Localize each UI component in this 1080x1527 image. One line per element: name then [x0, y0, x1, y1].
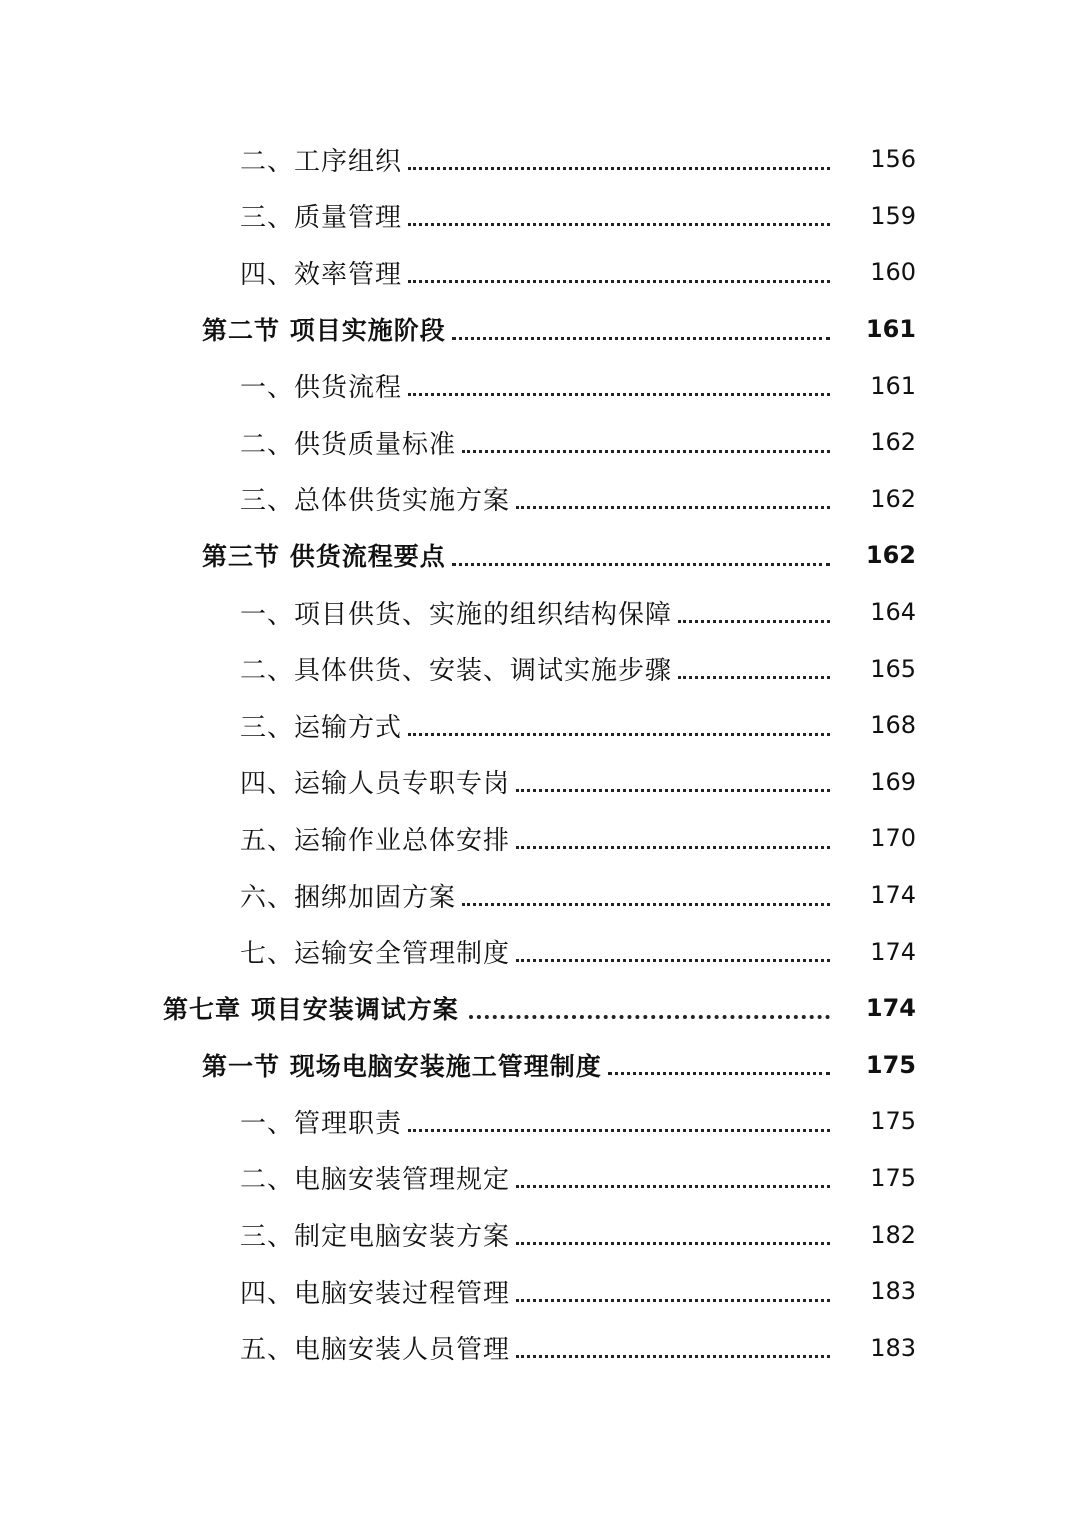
- dot-leader: [408, 367, 830, 396]
- toc-chapter-entry[interactable]: [0, 980, 1080, 1037]
- toc-entry[interactable]: [0, 810, 1080, 867]
- toc-entry[interactable]: [0, 867, 1080, 924]
- toc-entry-page: 183: [870, 1333, 916, 1362]
- toc-entry-page: 174: [865, 994, 916, 1023]
- toc-entry-title: 第七章 项目安装调试方案: [163, 995, 459, 1025]
- toc-entry-title: 三、运输方式: [240, 712, 403, 743]
- toc-entry[interactable]: [0, 357, 1080, 414]
- dot-leader: [516, 1273, 830, 1302]
- dot-leader: [452, 537, 830, 566]
- dot-leader: [408, 1103, 830, 1132]
- toc-entry-page: 161: [870, 371, 916, 400]
- dot-leader: [469, 989, 830, 1019]
- toc-entry[interactable]: [0, 1206, 1080, 1263]
- dot-leader: [516, 820, 830, 849]
- dot-leader: [516, 480, 830, 509]
- dot-leader: [516, 1329, 830, 1358]
- toc-entry-title: 三、质量管理: [240, 203, 403, 234]
- dot-leader: [678, 594, 830, 623]
- toc-entry-page: 182: [870, 1220, 916, 1249]
- toc-section-entry[interactable]: [0, 1037, 1080, 1094]
- toc-section-entry[interactable]: [0, 301, 1080, 358]
- toc-entry-page: 168: [870, 711, 916, 740]
- dot-leader: [408, 254, 830, 283]
- toc-entry-title: 四、效率管理: [240, 259, 403, 290]
- toc-entry-page: 174: [870, 937, 916, 966]
- toc-entry-title: 二、电脑安装管理规定: [240, 1165, 511, 1196]
- toc-entry-title: 五、运输作业总体安排: [240, 825, 511, 856]
- toc-entry-title: 二、工序组织: [240, 146, 403, 177]
- toc-entry-page: 159: [870, 201, 916, 230]
- toc-entry-title: 四、电脑安装过程管理: [240, 1278, 511, 1309]
- dot-leader: [516, 1216, 830, 1245]
- toc-entry[interactable]: [0, 640, 1080, 697]
- toc-entry-page: 162: [870, 428, 916, 457]
- dot-leader: [462, 424, 830, 453]
- toc-entry-title: 一、供货流程: [240, 373, 403, 404]
- dot-leader: [408, 707, 830, 736]
- toc-entry-title: 第一节 现场电脑安装施工管理制度: [202, 1051, 602, 1081]
- dot-leader: [452, 311, 830, 340]
- toc-entry[interactable]: [0, 923, 1080, 980]
- dot-leader: [408, 141, 830, 170]
- toc-entry-page: 156: [870, 145, 916, 174]
- toc-entry[interactable]: [0, 414, 1080, 471]
- toc-entry[interactable]: [0, 188, 1080, 245]
- toc-entry-page: 169: [870, 767, 916, 796]
- toc-entry-page: 175: [865, 1050, 916, 1079]
- toc-entry-page: 183: [870, 1277, 916, 1306]
- toc-entry-title: 第三节 供货流程要点: [202, 542, 446, 572]
- toc-entry[interactable]: [0, 1150, 1080, 1207]
- toc-entry-title: 三、总体供货实施方案: [240, 486, 511, 517]
- dot-leader: [516, 1159, 830, 1188]
- toc-entry[interactable]: [0, 471, 1080, 528]
- toc-entry-title: 二、具体供货、安装、调试实施步骤: [240, 656, 673, 687]
- toc-entry-page: 161: [865, 315, 916, 344]
- toc-entry-page: 162: [870, 484, 916, 513]
- toc-entry-page: 174: [870, 881, 916, 910]
- toc-entry[interactable]: [0, 1263, 1080, 1320]
- dot-leader: [678, 650, 830, 679]
- toc-entry-title: 第二节 项目实施阶段: [202, 316, 446, 346]
- toc-entry[interactable]: [0, 754, 1080, 811]
- toc-entry-page: 165: [870, 654, 916, 683]
- toc-entry-title: 六、捆绑加固方案: [240, 882, 457, 913]
- toc-entry-page: 175: [870, 1107, 916, 1136]
- toc-entry-page: 164: [870, 598, 916, 627]
- toc-entry-title: 二、供货质量标准: [240, 429, 457, 460]
- table-of-contents: [0, 131, 1080, 1376]
- toc-entry-page: 162: [865, 541, 916, 570]
- toc-entry[interactable]: [0, 131, 1080, 188]
- dot-leader: [608, 1046, 830, 1075]
- toc-entry-title: 三、制定电脑安装方案: [240, 1222, 511, 1253]
- toc-entry[interactable]: [0, 1319, 1080, 1376]
- dot-leader: [462, 877, 830, 906]
- toc-entry-title: 五、电脑安装人员管理: [240, 1335, 511, 1366]
- dot-leader: [408, 197, 830, 226]
- toc-entry-title: 四、运输人员专职专岗: [240, 769, 511, 800]
- dot-leader: [516, 933, 830, 962]
- toc-entry[interactable]: [0, 584, 1080, 641]
- toc-section-entry[interactable]: [0, 527, 1080, 584]
- toc-entry-page: 160: [870, 258, 916, 287]
- toc-entry-title: 一、项目供货、实施的组织结构保障: [240, 599, 673, 630]
- toc-entry-title: 一、管理职责: [240, 1108, 403, 1139]
- toc-entry[interactable]: [0, 244, 1080, 301]
- toc-entry[interactable]: [0, 1093, 1080, 1150]
- dot-leader: [516, 763, 830, 792]
- toc-entry[interactable]: [0, 697, 1080, 754]
- toc-entry-page: 175: [870, 1163, 916, 1192]
- toc-entry-title: 七、运输安全管理制度: [240, 939, 511, 970]
- toc-entry-page: 170: [870, 824, 916, 853]
